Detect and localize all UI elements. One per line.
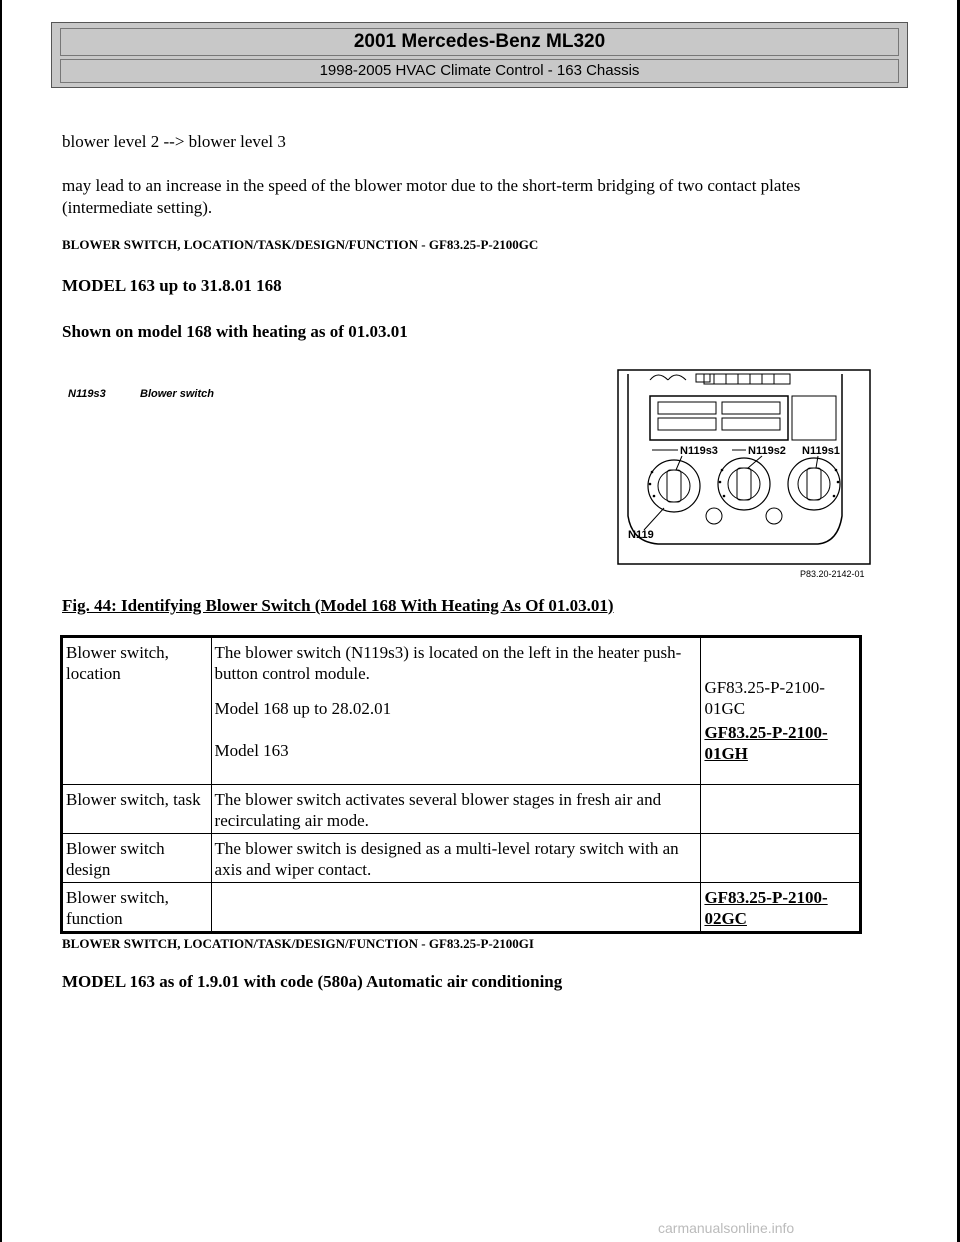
figure-legend-text: Blower switch [140,388,214,400]
body-text-line: may lead to an increase in the speed of the blower motor due to the short-term bridging of two contact plates [62,176,801,195]
figure-caption: Fig. 44: Identifying Blower Switch (Model 168 With Heating As Of 01.03.01) [62,596,614,615]
figure-heading: Shown on model 168 with heating as of 01.03.01 [62,322,408,341]
row-sub-model: Model 163 [214,741,289,760]
body-text-line: blower level 2 --> blower level 3 [62,132,286,151]
row-ref: GF83.25-P-2100-01GC [704,678,825,718]
header-title: 2001 Mercedes-Benz ML320 [60,28,899,56]
row-label: Blower switch design [62,834,212,883]
page-header [51,22,908,88]
knob-label-s2: N119s2 [748,445,786,457]
table-row [62,637,861,785]
section-heading: BLOWER SWITCH, LOCATION/TASK/DESIGN/FUNCTION - GF83.25-P-2100GC [62,237,539,252]
row-description: The blower switch (N119s3) is located on the left in the heater push-button control module. [214,643,682,683]
section-heading: BLOWER SWITCH, LOCATION/TASK/DESIGN/FUNCTION - GF83.25-P-2100GI [62,936,534,951]
header-subtitle: 1998-2005 HVAC Climate Control - 163 Chassis [60,59,899,83]
figure-ref-code: P83.20-2142-01 [800,569,865,579]
figure-legend-code: N119s3 [68,388,106,400]
table-row [62,834,861,883]
model-heading: MODEL 163 up to 31.8.01 168 [62,276,282,295]
body-text-line: (intermediate setting). [62,198,213,217]
row-description: The blower switch activates several blower stages in fresh air and recirculating air mode. [211,785,701,834]
table-row [62,883,861,933]
row-description: The blower switch is designed as a multi-level rotary switch with an axis and wiper contact. [211,834,701,883]
row-label: Blower switch, function [62,883,212,933]
blower-switch-figure [62,366,872,584]
row-label: Blower switch, location [62,637,212,785]
page-border-left [0,0,2,1242]
row-ref-link[interactable]: GF83.25-P-2100-02GC [701,883,861,933]
knob-label-s1: N119s1 [802,445,840,457]
row-ref-link[interactable]: GF83.25-P-2100-01GH [704,723,828,763]
site-watermark: carmanualsonline.info [658,1220,795,1236]
row-label: Blower switch, task [62,785,212,834]
spec-table [60,635,862,934]
model-heading: MODEL 163 as of 1.9.01 with code (580a) Automatic air conditioning [62,972,563,991]
module-label-n119: N119 [628,529,654,541]
control-panel-drawing [618,370,870,579]
knob-label-s3: N119s3 [680,445,718,457]
row-sub-model: Model 168 up to 28.02.01 [214,699,392,718]
table-row [62,785,861,834]
